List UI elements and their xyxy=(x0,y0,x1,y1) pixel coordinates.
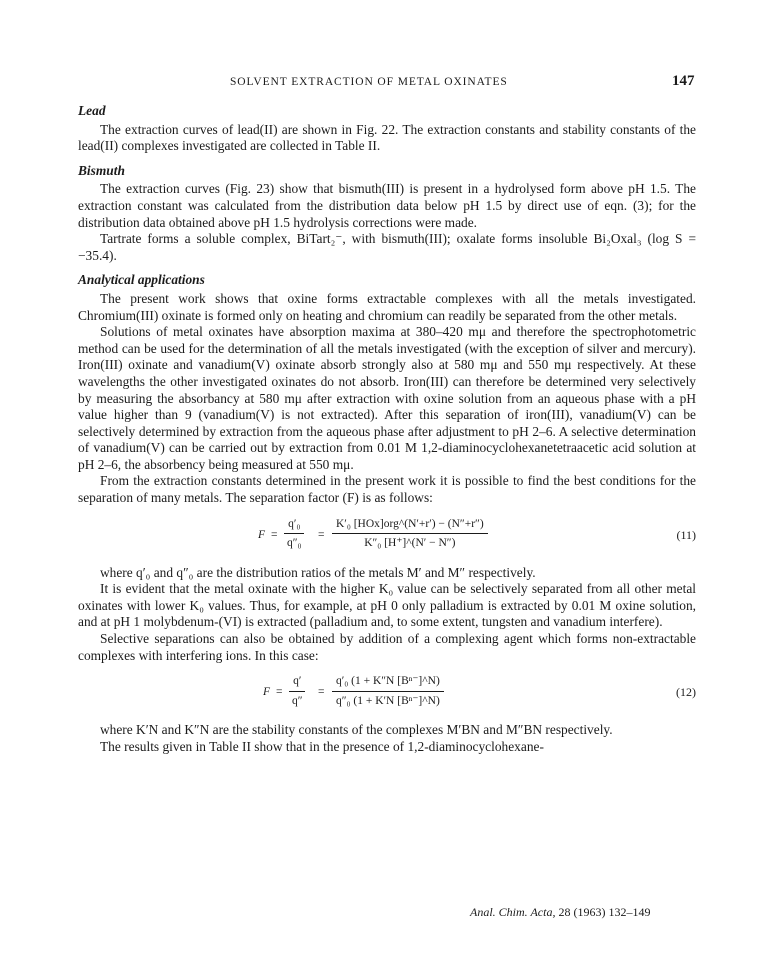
denominator: q″ xyxy=(292,694,303,707)
paragraph: The extraction curves (Fig. 23) show that bismuth(III) is present in a hydrolysed form above pH 1.5. The extraction constant was calculated from the distribution data below pH 1.5 by direct use of eqn. (3); for the distribution data obtained above pH 1.5 hydrolysis corrections were made. xyxy=(78,181,696,230)
paragraph: Tartrate forms a soluble complex, BiTart₂⁻, with bismuth(III); oxalate forms insoluble Bi₂Oxal₃ (log S = −35.4). xyxy=(78,231,696,263)
page-number: 147 xyxy=(672,73,695,89)
equation-lhs: F xyxy=(258,528,266,541)
fraction xyxy=(283,516,306,552)
fraction xyxy=(332,516,488,552)
numerator: K′₀ [HOx]org^(N′+r′) − (N″+r″) xyxy=(332,516,488,535)
denominator: K″₀ [H⁺]^(N′ − N″) xyxy=(364,537,456,550)
numerator: q′₀ xyxy=(284,516,304,535)
equals-sign: = xyxy=(318,528,325,541)
paragraph: From the extraction constants determined in the present work it is possible to find the best conditions for the separation of many metals. The separation factor (F) is as follows: xyxy=(78,473,696,506)
section-heading-bismuth: Bismuth xyxy=(78,162,125,178)
fraction xyxy=(288,673,307,709)
paragraph: Solutions of metal oxinates have absorption maxima at 380–420 mμ and therefore the spectrophotometric method can be used for the determination of all the metals investigated (with the exception of silver and mercury). Iron(III) oxinate and vanadium(V) oxinate absorb strongly also at 580 mμ and 550 mμ respectively. At these wavelengths the other investigated oxinates do not absorb. Iron(III) can therefore be determined very selectively by measuring the absorbancy at 580 mμ after extraction with oxine solution from an aqueous phase with a pH value higher than 9 (vanadium(V) is not extracted). After this separation of iron(III), vanadium(V) can be selectively determined by extraction from the aqueous phase after adjustment to pH 2–6. A selective determination of vanadium(V) can be carried out by extraction from 0.01 M 1,2-diaminocyclohexanetetraacetic acid solution at pH 2–6, the absorbency being measured at 550 mμ. xyxy=(78,324,696,472)
paragraph: It is evident that the metal oxinate with the higher K₀ value can be selectively separated from all other metal oxinates with lower K₀ values. Thus, for example, at pH 0 only palladium is extracted by 0.01 M oxine solution, and at pH 1 molybdenum-(VI) is extracted (palladium and, to some extent, tungsten and vanadium interfere). xyxy=(78,581,696,630)
citation-details: 28 (1963) 132–149 xyxy=(558,905,651,919)
fraction xyxy=(332,673,444,709)
equation-number: (12) xyxy=(676,685,696,700)
section-heading-analytical: Analytical applications xyxy=(78,272,205,288)
numerator: q′ xyxy=(289,673,305,692)
running-title: SOLVENT EXTRACTION OF METAL OXINATES xyxy=(230,76,508,88)
paragraph: where q′₀ and q″₀ are the distribution ratios of the metals M′ and M″ respectively. xyxy=(100,564,536,580)
paragraph: The extraction curves of lead(II) are shown in Fig. 22. The extraction constants and stability constants of the lead(II) complexes investigated are collected in Table II. xyxy=(78,121,696,154)
equation-number: (11) xyxy=(676,527,696,542)
paragraph: The present work shows that oxine forms extractable complexes with all the metals investigated. Chromium(III) oxinate is formed only on heating and chromium can readily be separated from the other metals. xyxy=(78,290,696,323)
paragraph: where K′N and K″N are the stability constants of the complexes M′BN and M″BN respectively. xyxy=(100,722,613,738)
journal-name: Anal. Chim. Acta, xyxy=(470,905,556,919)
section-heading-lead: Lead xyxy=(78,103,106,118)
denominator: q″₀ (1 + K′N [Bⁿ⁻]^N) xyxy=(336,694,440,707)
equation-12 xyxy=(78,670,696,716)
equals-sign: = xyxy=(271,528,278,541)
equation-11 xyxy=(78,513,696,559)
denominator: q″₀ xyxy=(287,537,302,550)
article-body xyxy=(78,103,696,755)
paragraph: The results given in Table II show that in the presence of 1,2-diaminocyclohexane- xyxy=(100,738,544,754)
paragraph: Selective separations can also be obtained by addition of a complexing agent which forms non-extractable complexes with interfering ions. In this case: xyxy=(78,631,696,663)
numerator: q′₀ (1 + K″N [Bⁿ⁻]^N) xyxy=(332,673,444,692)
equals-sign: = xyxy=(276,686,283,699)
journal-citation xyxy=(470,905,650,920)
equals-sign: = xyxy=(318,686,325,699)
equation-lhs: F xyxy=(263,686,271,699)
